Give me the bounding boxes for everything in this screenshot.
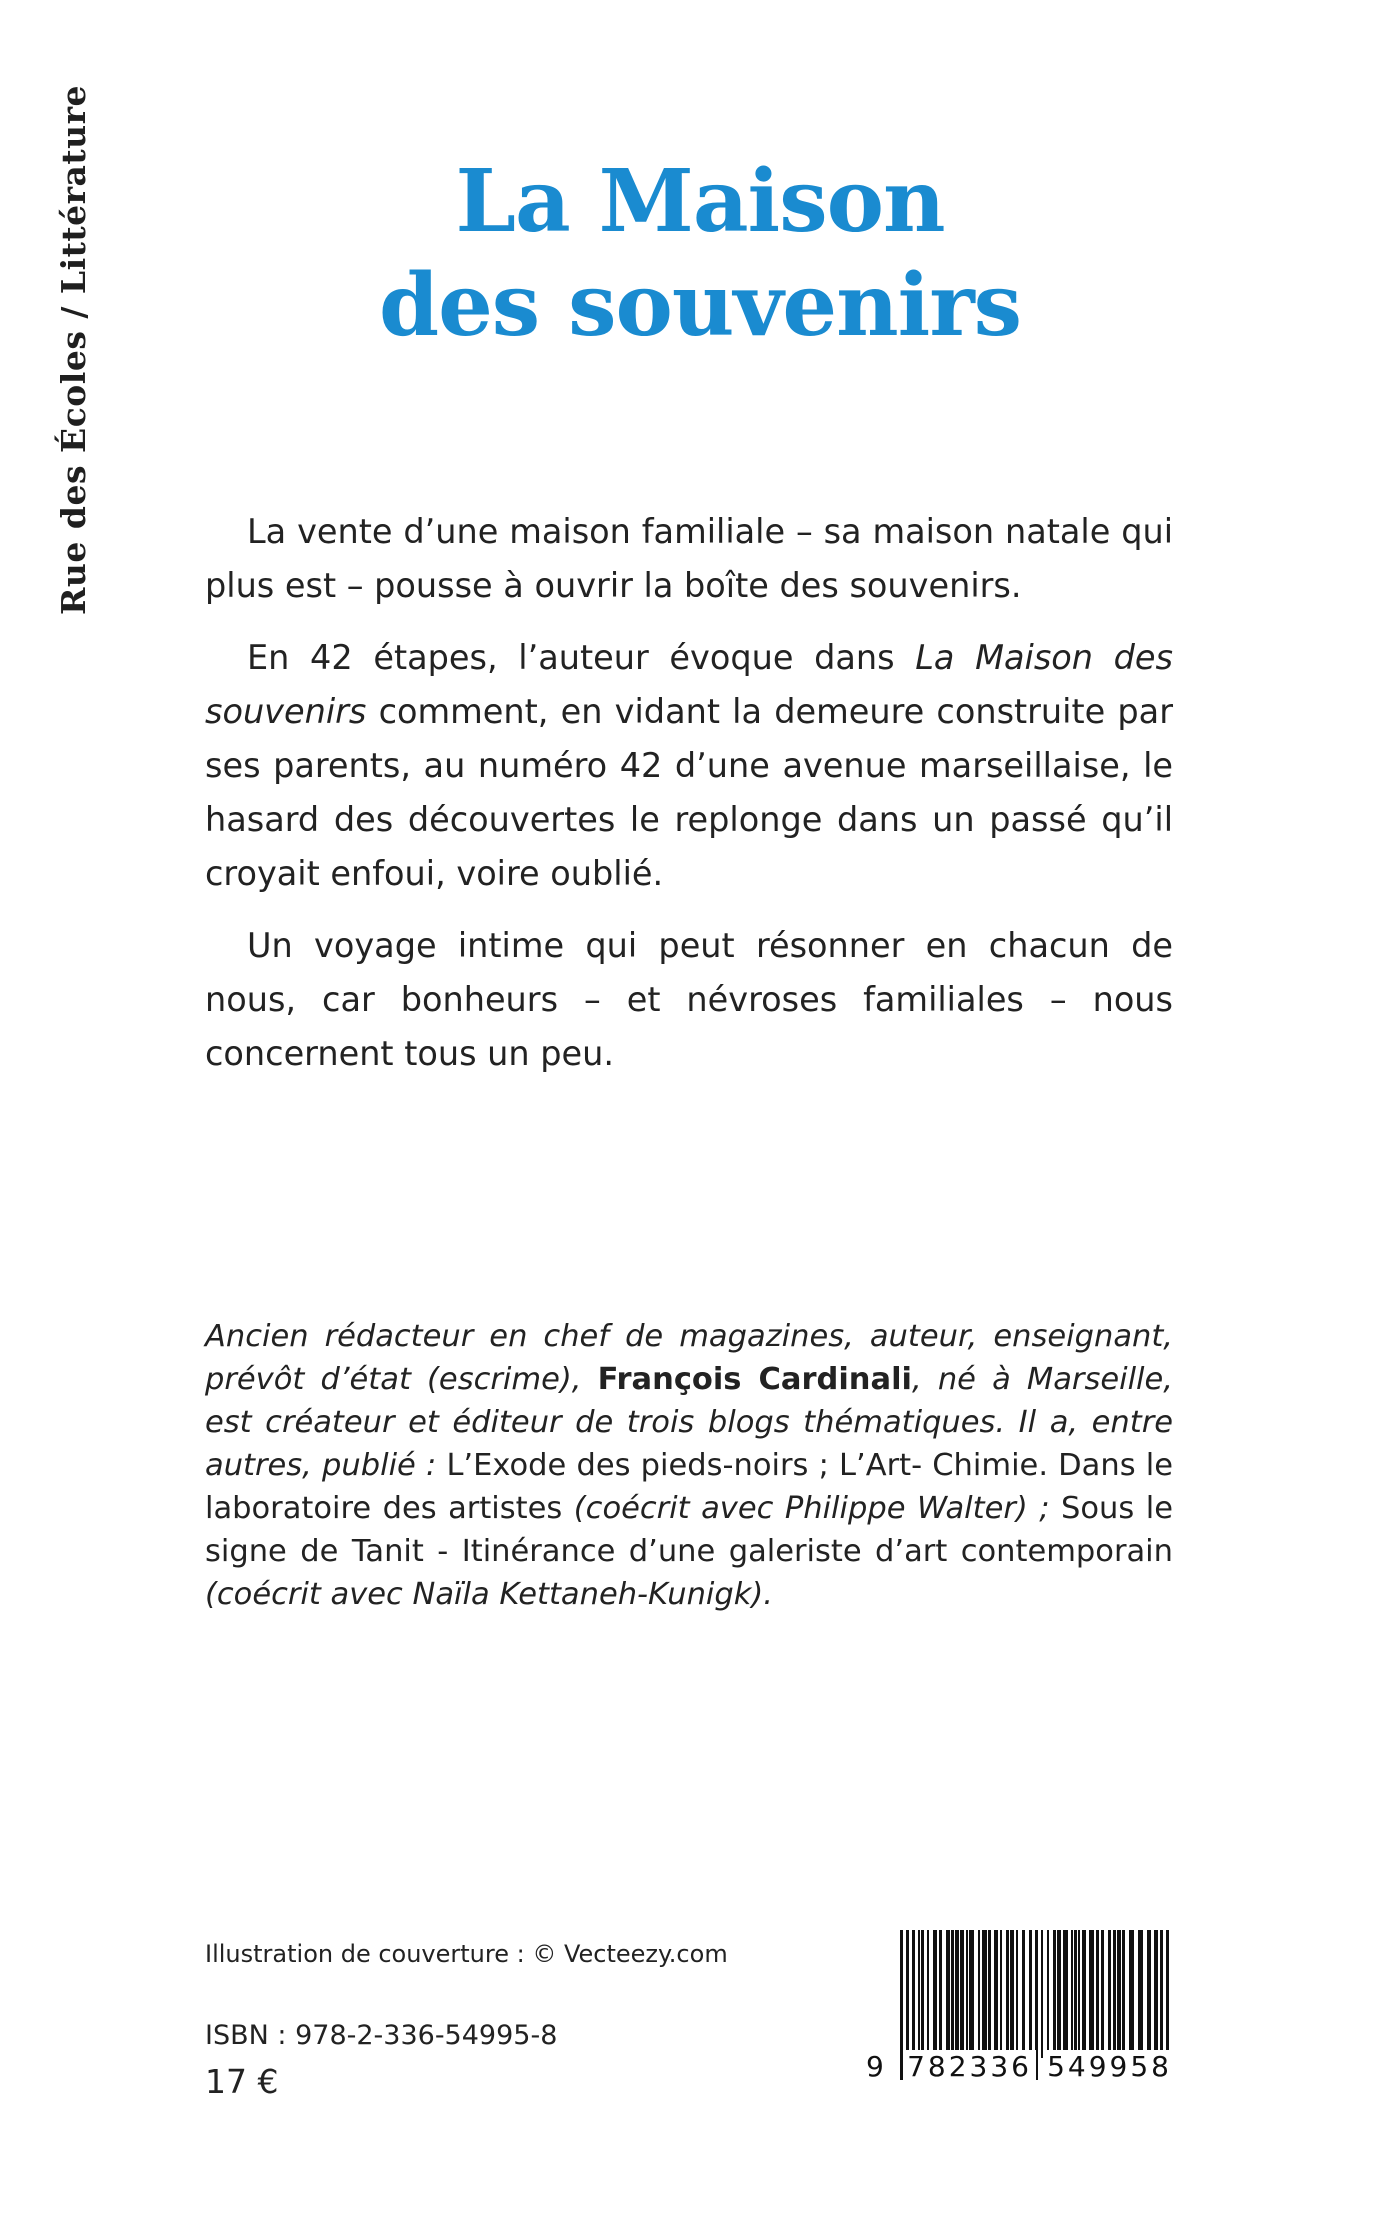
barcode-bar <box>933 1930 937 2058</box>
blurb-paragraph-3: Un voyage intime qui peut résonner en chacun de nous, car bonheurs – et névroses familiales – nous concernent tous un peu. <box>205 926 1173 1073</box>
barcode-bar <box>1138 1930 1143 2058</box>
blurb-p2-book-title: La Maison des souvenirs <box>205 638 1173 731</box>
barcode-bar <box>966 1930 968 2058</box>
barcode-bar <box>1082 1930 1086 2058</box>
bio-coauthor-1: (coécrit avec Philippe Walter) ; <box>573 1491 1050 1526</box>
illustration-credit: Illustration de couverture : © Vecteezy.com <box>205 1940 728 1968</box>
barcode-bar <box>969 1930 974 2058</box>
barcode-digit-group-1: 782336 <box>903 2050 1036 2083</box>
bio-works-1: L’Exode des pieds-noirs ; L’Art- Chimie. Dans le laboratoire des artistes <box>205 1448 1173 1526</box>
book-title <box>200 150 1200 358</box>
barcode-bar <box>1022 1930 1025 2058</box>
blurb-p2-end: comment, en vidant la demeure construite par ses parents, au numéro 42 d’une avenue marseillaise, le hasard des découvertes le replonge dans un passé qu’il croyait enfoui, voire oublié. <box>205 692 1173 893</box>
barcode-bar <box>1041 1930 1043 2058</box>
barcode-bar <box>912 1930 915 2058</box>
barcode-bar <box>1101 1930 1104 2058</box>
price-label: 17 € <box>205 2062 279 2101</box>
barcode-bar <box>988 1930 991 2058</box>
barcode-bar <box>994 1930 998 2058</box>
blurb-paragraph-2 <box>205 631 1173 901</box>
back-cover-blurb <box>205 505 1173 1099</box>
author-bio <box>205 1315 1173 1616</box>
author-name: François Cardinali <box>597 1362 913 1397</box>
barcode-digits <box>866 2050 1176 2083</box>
barcode-bar <box>1108 1930 1111 2058</box>
barcode-bar <box>939 1930 942 2058</box>
barcode-bar <box>918 1930 920 2058</box>
barcode-bar <box>1147 1930 1151 2058</box>
barcode-bar <box>1113 1930 1116 2058</box>
barcode-bar <box>1016 1930 1018 2058</box>
barcode-bar <box>1122 1930 1125 2058</box>
barcode-bar <box>982 1930 987 2058</box>
barcode-bar <box>1063 1930 1068 2058</box>
bio-intro: Ancien rédacteur en chef de magazines, auteur, enseignant, prévôt d’état (escrime), <box>205 1319 1173 1397</box>
bio-coauthor-2: (coécrit avec Naïla Kettaneh-Kunigk). <box>205 1577 773 1612</box>
barcode-bar <box>951 1930 954 2058</box>
barcode-digit-first: 9 <box>866 2050 884 2083</box>
barcode-bar <box>1129 1930 1134 2058</box>
book-title-line-1: La Maison <box>455 151 945 252</box>
spine-collection-label: Rue des Écoles / Littérature <box>54 84 93 615</box>
barcode-bar <box>1053 1930 1056 2058</box>
blurb-paragraph-1: La vente d’une maison familiale – sa maison natale qui plus est – pousse à ouvrir la boîte des souvenirs. <box>205 512 1173 605</box>
barcode-bar <box>1071 1930 1073 2058</box>
barcode-bar <box>1096 1930 1099 2058</box>
bio-middle: , né à Marseille, est créateur et éditeur de trois blogs thématiques. Il a, entre autres, publié : <box>205 1362 1173 1483</box>
barcode-bar <box>1006 1930 1009 2058</box>
barcode-bar <box>927 1930 929 2058</box>
barcode-bar <box>1000 1930 1002 2058</box>
barcode-bar <box>1154 1930 1158 2058</box>
blurb-p2-start: En 42 étapes, l’auteur évoque dans <box>247 638 916 677</box>
barcode-bar <box>1117 1930 1121 2058</box>
barcode-bar <box>946 1930 950 2058</box>
barcode-bar <box>1078 1930 1080 2058</box>
barcode-digit-group-2: 549958 <box>1043 2050 1176 2083</box>
barcode-bar <box>960 1930 964 2058</box>
barcode-bar <box>921 1930 924 2058</box>
barcode-bar <box>1047 1930 1049 2058</box>
book-title-line-2: des souvenirs <box>378 255 1022 356</box>
barcode-bar <box>1089 1930 1094 2058</box>
barcode-bar <box>1010 1930 1014 2058</box>
bio-works-2: Sous le signe de Tanit - Itinérance d’une galeriste d’art contemporain <box>205 1491 1173 1569</box>
barcode-bar <box>955 1930 959 2058</box>
isbn-label: ISBN : 978-2-336-54995-8 <box>205 2020 558 2051</box>
barcode-bar <box>1074 1930 1077 2058</box>
barcode-bar <box>978 1930 980 2058</box>
isbn-barcode <box>866 1930 1176 2090</box>
barcode-bar <box>1057 1930 1061 2058</box>
